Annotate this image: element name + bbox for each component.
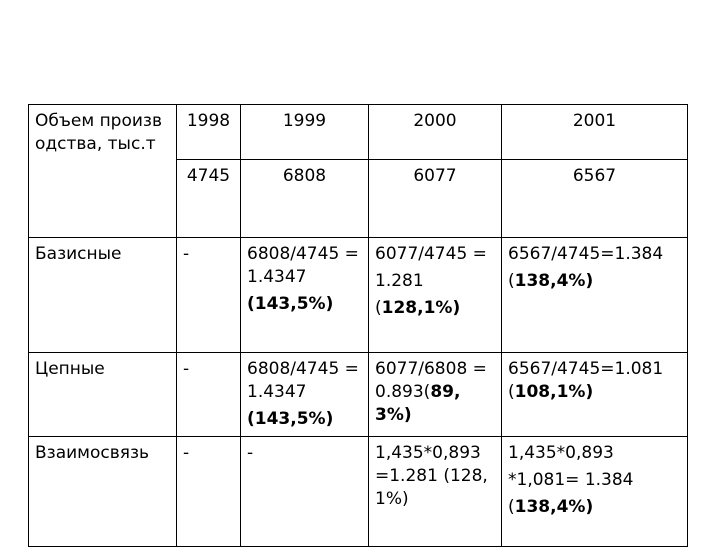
base-1999-percent: (143,5%) (247, 294, 334, 314)
year-row (29, 105, 688, 160)
chain-2000-percent: 89,3%) (375, 382, 461, 425)
chain-2001 (502, 353, 688, 437)
relation-1998: - (177, 437, 241, 547)
relation-row (29, 437, 688, 547)
year-1998: 1998 (177, 105, 241, 160)
chain-2001-percent: 108,1%) (514, 382, 594, 402)
relation-2001-paren: ( (508, 497, 515, 517)
base-2001-percent: 138,4%) (514, 271, 594, 291)
chain-indices-row (29, 353, 688, 437)
volume-2001: 6567 (502, 160, 688, 238)
base-2000-calc: 6077/4745 = (375, 244, 487, 264)
year-2001: 2001 (502, 105, 688, 160)
row-label-base: Базисные (29, 238, 177, 353)
chain-1998: - (177, 353, 241, 437)
relation-2001-percent-line (508, 496, 681, 519)
base-2001-paren: ( (508, 271, 515, 291)
base-1998: - (177, 238, 241, 353)
base-2001 (502, 238, 688, 353)
row-label-chain: Цепные (29, 353, 177, 437)
indices-table (28, 104, 688, 547)
base-1999 (241, 238, 369, 353)
relation-2001-percent: 138,4%) (514, 497, 594, 517)
relation-2000: 1,435*0,893=1.281 (128,1%) (369, 437, 502, 547)
base-2001-calc: 6567/4745=1.384 (508, 244, 664, 264)
relation-2001 (502, 437, 688, 547)
relation-1999: - (241, 437, 369, 547)
base-2000-percent: 128,1%) (381, 298, 461, 318)
year-1999: 1999 (241, 105, 369, 160)
base-1999-calc: 6808/4745 =1.4347 (247, 244, 359, 287)
chain-2000 (369, 353, 502, 437)
base-2000 (369, 238, 502, 353)
base-indices-row (29, 238, 688, 353)
base-2000-paren: ( (375, 298, 382, 318)
production-volume-header: Объем производства, тыс.т (29, 105, 177, 238)
year-2000: 2000 (369, 105, 502, 160)
volume-1998: 4745 (177, 160, 241, 238)
relation-2001-calc-1: 1,435*0,893 (508, 443, 614, 463)
relation-2001-calc-2: *1,081= 1.384 (508, 470, 634, 490)
volume-1999: 6808 (241, 160, 369, 238)
base-2001-percent-line (508, 270, 681, 293)
chain-2001-calc: 6567/4745=1.081 ( (508, 359, 664, 402)
chain-2000-calc: 6077/6808 =0.893 (375, 359, 487, 402)
volume-2000: 6077 (369, 160, 502, 238)
base-2000-percent-line (375, 297, 495, 320)
chain-2000-paren: ( (423, 382, 431, 402)
chain-1999-percent: (143,5%) (247, 409, 334, 429)
chain-1999-calc: 6808/4745 =1.4347 (247, 359, 359, 402)
row-label-relation: Взаимосвязь (29, 437, 177, 547)
base-2000-value: 1.281 (375, 271, 424, 291)
chain-1999 (241, 353, 369, 437)
